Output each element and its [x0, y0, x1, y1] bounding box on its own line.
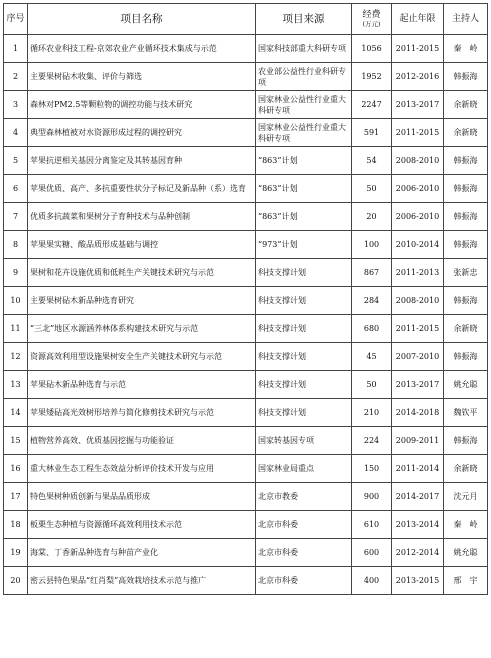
- row-leader: 韩振海: [444, 203, 488, 231]
- row-funding: 400: [352, 567, 392, 595]
- row-number: 2: [4, 63, 28, 91]
- header-funding-unit: (万元): [362, 20, 381, 28]
- row-funding: 224: [352, 427, 392, 455]
- table-row: [4, 175, 488, 203]
- row-leader: 韩振海: [444, 231, 488, 259]
- row-period: 2008-2010: [392, 287, 444, 315]
- table-body: [4, 35, 488, 595]
- row-period: 2011-2013: [392, 259, 444, 287]
- table-row: [4, 147, 488, 175]
- row-leader: 魏钦平: [444, 399, 488, 427]
- row-leader: 秦 岭: [444, 35, 488, 63]
- row-project-source: 科技支撑计划: [256, 287, 352, 315]
- row-project-name: 资源高效利用型设施果树安全生产关键技术研究与示范: [28, 343, 256, 371]
- row-project-source: 科技支撑计划: [256, 315, 352, 343]
- row-number: 20: [4, 567, 28, 595]
- table-row: [4, 287, 488, 315]
- row-period: 2011-2015: [392, 119, 444, 147]
- table-row: [4, 483, 488, 511]
- row-project-name: 优质多抗蔬菜和果树分子育种技术与品种创制: [28, 203, 256, 231]
- row-project-source: 农业部公益性行业科研专项: [256, 63, 352, 91]
- row-period: 2006-2010: [392, 175, 444, 203]
- row-leader: 韩振海: [444, 343, 488, 371]
- row-project-name: 循环农业科技工程-京郊农业产业循环技术集成与示范: [28, 35, 256, 63]
- row-number: 9: [4, 259, 28, 287]
- row-funding: 150: [352, 455, 392, 483]
- row-number: 12: [4, 343, 28, 371]
- row-funding: 45: [352, 343, 392, 371]
- row-project-name: 果树和花卉设施优质和低耗生产关键技术研究与示范: [28, 259, 256, 287]
- row-project-name: 苹果砧木新品种选育与示范: [28, 371, 256, 399]
- project-table-sheet: [3, 3, 487, 595]
- row-leader: 韩振海: [444, 63, 488, 91]
- row-period: 2014-2018: [392, 399, 444, 427]
- row-funding: 2247: [352, 91, 392, 119]
- project-table: [3, 3, 488, 595]
- row-project-source: 北京市科委: [256, 539, 352, 567]
- header-leader: 主持人: [444, 4, 488, 35]
- row-leader: 张新忠: [444, 259, 488, 287]
- row-project-name: 主要果树砧木收集、评价与筛选: [28, 63, 256, 91]
- row-project-source: 科技支撑计划: [256, 399, 352, 427]
- table-row: [4, 315, 488, 343]
- row-leader: 余新晓: [444, 315, 488, 343]
- row-number: 14: [4, 399, 28, 427]
- row-project-source: 科技支撑计划: [256, 259, 352, 287]
- table-row: [4, 91, 488, 119]
- row-period: 2006-2010: [392, 203, 444, 231]
- row-project-source: “863”计划: [256, 203, 352, 231]
- row-leader: 余新晓: [444, 455, 488, 483]
- row-period: 2012-2016: [392, 63, 444, 91]
- row-funding: 284: [352, 287, 392, 315]
- row-period: 2007-2010: [392, 343, 444, 371]
- header-project-source: 项目来源: [256, 4, 352, 35]
- row-project-name: 苹果优质、高产、多抗重要性状分子标记及新品种（系）选育: [28, 175, 256, 203]
- table-row: [4, 259, 488, 287]
- row-project-source: 北京市科委: [256, 511, 352, 539]
- row-project-name: 特色果树种质创新与果品品质形成: [28, 483, 256, 511]
- row-project-source: “973”计划: [256, 231, 352, 259]
- row-number: 13: [4, 371, 28, 399]
- row-funding: 50: [352, 175, 392, 203]
- row-project-name: 典型森林植被对水资源形成过程的调控研究: [28, 119, 256, 147]
- row-period: 2013-2017: [392, 371, 444, 399]
- row-leader: 姚允聪: [444, 539, 488, 567]
- row-leader: 韩振海: [444, 427, 488, 455]
- row-period: 2013-2017: [392, 91, 444, 119]
- table-row: [4, 371, 488, 399]
- table-row: [4, 119, 488, 147]
- header-funding-label: 经费: [362, 10, 381, 20]
- row-leader: 余新晓: [444, 91, 488, 119]
- table-row: [4, 399, 488, 427]
- row-number: 5: [4, 147, 28, 175]
- row-number: 15: [4, 427, 28, 455]
- row-period: 2012-2014: [392, 539, 444, 567]
- row-period: 2011-2015: [392, 315, 444, 343]
- row-funding: 600: [352, 539, 392, 567]
- row-funding: 591: [352, 119, 392, 147]
- row-period: 2011-2015: [392, 35, 444, 63]
- row-funding: 210: [352, 399, 392, 427]
- row-number: 3: [4, 91, 28, 119]
- row-funding: 680: [352, 315, 392, 343]
- row-project-name: 植物营养高效、优质基因挖掘与功能验证: [28, 427, 256, 455]
- row-leader: 姚允聪: [444, 371, 488, 399]
- row-funding: 54: [352, 147, 392, 175]
- row-project-name: 苹果矮砧高光效树形培养与简化修剪技术研究与示范: [28, 399, 256, 427]
- row-project-name: 重大林业生态工程生态效益分析评价技术开发与应用: [28, 455, 256, 483]
- table-row: [4, 35, 488, 63]
- table-row: [4, 511, 488, 539]
- table-row: [4, 231, 488, 259]
- row-funding: 610: [352, 511, 392, 539]
- row-project-source: “863”计划: [256, 147, 352, 175]
- table-row: [4, 455, 488, 483]
- row-project-name: 板栗生态种植与资源循环高效利用技术示范: [28, 511, 256, 539]
- row-number: 11: [4, 315, 28, 343]
- row-project-name: 海棠、丁香新品种选育与种苗产业化: [28, 539, 256, 567]
- row-leader: 韩振海: [444, 175, 488, 203]
- row-project-source: 国家转基因专项: [256, 427, 352, 455]
- row-period: 2013-2015: [392, 567, 444, 595]
- row-period: 2009-2011: [392, 427, 444, 455]
- table-row: [4, 203, 488, 231]
- row-project-name: 主要果树砧木新品种选育研究: [28, 287, 256, 315]
- row-number: 18: [4, 511, 28, 539]
- row-leader: 邢 宇: [444, 567, 488, 595]
- row-funding: 867: [352, 259, 392, 287]
- row-period: 2011-2014: [392, 455, 444, 483]
- row-leader: 韩振海: [444, 147, 488, 175]
- header-project-name: 项目名称: [28, 4, 256, 35]
- table-row: [4, 567, 488, 595]
- table-row: [4, 63, 488, 91]
- row-number: 10: [4, 287, 28, 315]
- header-no: 序号: [4, 4, 28, 35]
- row-project-source: 科技支撑计划: [256, 371, 352, 399]
- row-period: 2010-2014: [392, 231, 444, 259]
- row-number: 4: [4, 119, 28, 147]
- table-row: [4, 539, 488, 567]
- row-project-source: 国家林业局重点: [256, 455, 352, 483]
- row-number: 7: [4, 203, 28, 231]
- row-project-source: 北京市科委: [256, 567, 352, 595]
- header-period: 起止年限: [392, 4, 444, 35]
- row-funding: 1952: [352, 63, 392, 91]
- row-project-name: 森林对PM2.5等颗粒物的调控功能与技术研究: [28, 91, 256, 119]
- row-leader: 韩振海: [444, 287, 488, 315]
- row-project-source: 科技支撑计划: [256, 343, 352, 371]
- row-project-name: 苹果抗逆相关基因分离鉴定及其转基因育种: [28, 147, 256, 175]
- row-funding: 20: [352, 203, 392, 231]
- header-funding: [352, 4, 392, 35]
- row-number: 17: [4, 483, 28, 511]
- row-period: 2008-2010: [392, 147, 444, 175]
- row-funding: 100: [352, 231, 392, 259]
- row-leader: 余新晓: [444, 119, 488, 147]
- row-project-name: 苹果果实糖、酸品质形成基础与调控: [28, 231, 256, 259]
- row-period: 2013-2014: [392, 511, 444, 539]
- row-funding: 1056: [352, 35, 392, 63]
- row-number: 16: [4, 455, 28, 483]
- row-period: 2014-2017: [392, 483, 444, 511]
- row-project-name: “三北”地区水源涵养林体系构建技术研究与示范: [28, 315, 256, 343]
- table-row: [4, 427, 488, 455]
- row-funding: 900: [352, 483, 392, 511]
- table-row: [4, 343, 488, 371]
- table-header: [4, 4, 488, 35]
- row-project-source: 国家林业公益性行业重大科研专项: [256, 119, 352, 147]
- row-leader: 沈元月: [444, 483, 488, 511]
- row-project-source: 国家科技部重大科研专项: [256, 35, 352, 63]
- row-project-name: 密云县特色果品“红肖梨”高效栽培技术示范与推广: [28, 567, 256, 595]
- row-number: 6: [4, 175, 28, 203]
- row-funding: 50: [352, 371, 392, 399]
- row-number: 1: [4, 35, 28, 63]
- row-number: 19: [4, 539, 28, 567]
- row-leader: 秦 岭: [444, 511, 488, 539]
- row-project-source: “863”计划: [256, 175, 352, 203]
- row-project-source: 国家林业公益性行业重大科研专项: [256, 91, 352, 119]
- row-project-source: 北京市教委: [256, 483, 352, 511]
- row-number: 8: [4, 231, 28, 259]
